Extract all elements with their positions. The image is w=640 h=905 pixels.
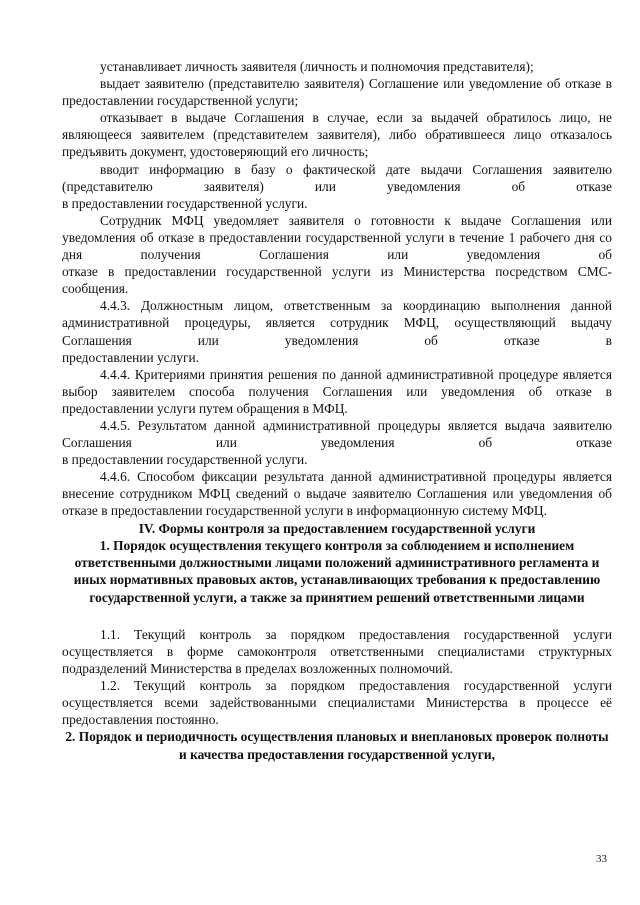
paragraph-1-1: 1.1. Текущий контроль за порядком предоставления государственной услуги осуществляется в форме самоконтроля ответственными специалистами структурных подразделений Министерства в пределах возложенных полномочий. xyxy=(62,626,612,676)
paragraph-4-4-5: 4.4.5. Результатом данной административной процедуры является выдача заявителю Соглашения или уведомления об отказе xyxy=(62,417,612,451)
paragraph-4-4-3: 4.4.3. Должностным лицом, ответственным за координацию выполнения данной административной процедуры, является сотрудник МФЦ, осуществляющий выдачу Соглашения или уведомления об отказе в xyxy=(62,298,612,348)
document-page xyxy=(62,58,612,763)
page-number: 33 xyxy=(596,853,607,865)
paragraph-4-4-5-end: в предоставлении государственной услуги. xyxy=(62,452,308,468)
paragraph-mfc-notify: Сотрудник МФЦ уведомляет заявителя о готовности к выдаче Соглашения или уведомления об отказе в предоставлении государственной услуги в течение 1 рабочего дня со дня получения Соглашения или уведомления об xyxy=(62,212,612,263)
paragraph-issue-agreement: выдает заявителю (представителю заявителя) Соглашение или уведомление об отказе в предоставлении государственной услуги; xyxy=(62,76,612,109)
section-iv-title: IV. Формы контроля за предоставлением государственной услуги xyxy=(138,520,536,536)
paragraph-4-4-6: 4.4.6. Способом фиксации результата данной административной процедуры является внесение сотрудником МФЦ сведений о выдаче заявителю Соглашения или уведомления об отказе в предоставлении государственной услуги в информационную систему МФЦ. xyxy=(62,469,612,519)
paragraph-4-4-4: 4.4.4. Критериями принятия решения по данной административной процедуре является выбор заявителем способа получения Соглашения или уведомления об отказе в предоставлении услуги путем обращения в МФЦ. xyxy=(62,366,612,416)
subsection-2-title: 2. Порядок и периодичность осуществления плановых и внеплановых проверок полноты и качества предоставления государственной услуги, xyxy=(65,729,609,762)
paragraph-enter-info: вводит информацию в базу о фактической дате выдачи Соглашения заявителю (представителю заявителя) или уведомления об отказе xyxy=(62,161,612,194)
paragraph-identity-check: устанавливает личность заявителя (личность и полномочия представителя); xyxy=(100,59,534,74)
paragraph-mfc-notify-end: отказе в предоставлении государственной услуги из Министерства посредством СМС-сообщения. xyxy=(62,264,612,297)
paragraph-refuse-issue: отказывает в выдаче Соглашения в случае, если за выдачей обратилось лицо, не являющееся заявителем (представителем заявителя), либо обратившееся лицо отказалось предъявить документ, удостоверяющий его личность; xyxy=(62,110,612,160)
paragraph-4-4-3-end: предоставлении услуги. xyxy=(62,349,200,365)
paragraph-enter-info-end: в предоставлении государственной услуги. xyxy=(62,195,308,211)
paragraph-1-2: 1.2. Текущий контроль за порядком предоставления государственной услуги осуществляется всеми задействованными специалистами Министерства в процессе её предоставления постоянно. xyxy=(62,678,612,728)
subsection-1-title: 1. Порядок осуществления текущего контроля за соблюдением и исполнением ответственными должностными лицами положений административного регламента и иных нормативных правовых актов, устанавливающих требования к предоставлению государственной услуги, а также за принятием решений ответственными лицами xyxy=(73,537,601,605)
